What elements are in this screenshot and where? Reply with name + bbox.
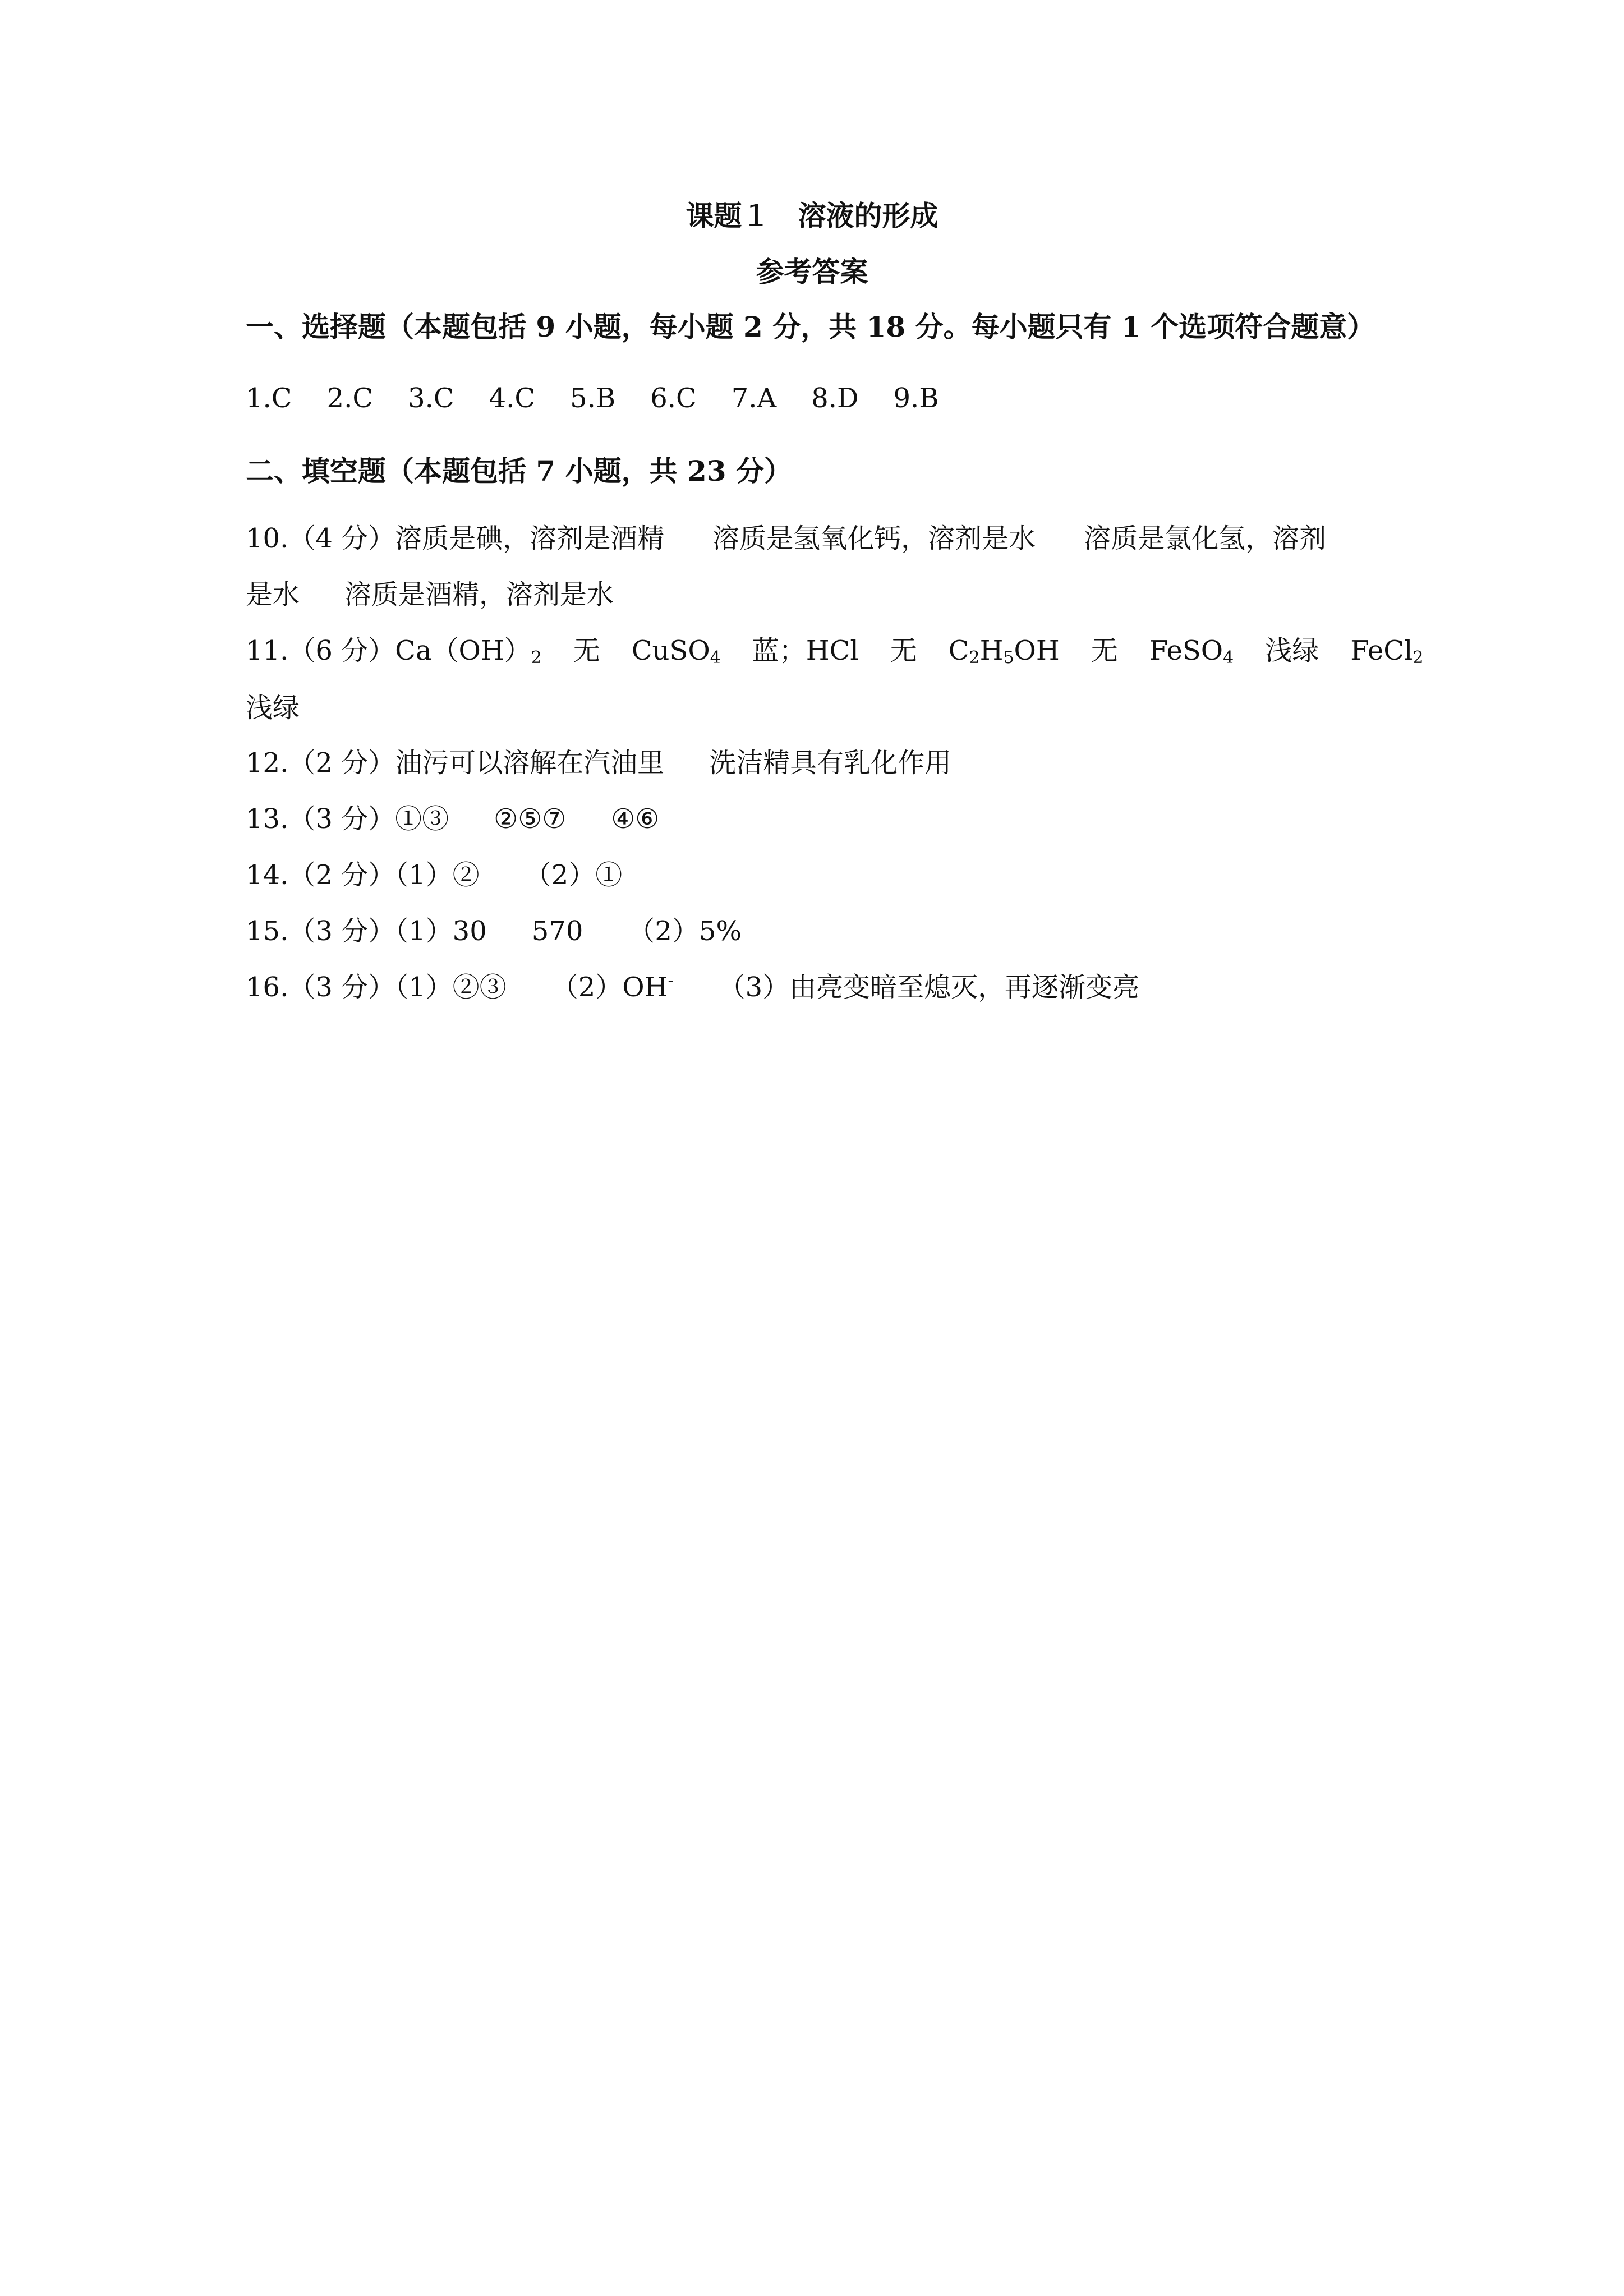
- question-label: 16.（3 分）: [246, 972, 395, 1003]
- answer-text: （3）由亮变暗至熄灭，再逐渐变亮: [718, 972, 1140, 1003]
- formula-hydrogen-chloride: HCl: [806, 635, 859, 666]
- answer-item: 1.C: [246, 383, 292, 414]
- answer-text: 溶质是氢氧化钙，溶剂是水: [712, 523, 1036, 554]
- formula-ferrous-sulfate: FeSO$_4$: [1149, 635, 1234, 668]
- formula-ethanol: $C_2H_5OH$: [948, 635, 1060, 668]
- color-answer: 无: [1091, 635, 1118, 666]
- answer-text: （1）30: [395, 915, 487, 947]
- formula-copper-sulfate: CuSO$_4$: [631, 635, 721, 668]
- question-label: 14.（2 分）: [246, 859, 395, 891]
- answer-item: 2.C: [326, 383, 374, 414]
- question-11-line-2: [246, 691, 300, 725]
- answer-item: 9.B: [893, 383, 939, 414]
- question-13: [246, 802, 659, 836]
- question-12: [246, 746, 951, 780]
- color-answer: 浅绿: [246, 692, 300, 724]
- answer-item: 4.C: [489, 383, 536, 414]
- answer-text: （1）②③: [395, 972, 507, 1003]
- answer-text: 洗洁精具有乳化作用: [709, 747, 952, 779]
- question-16: [246, 970, 1139, 1004]
- question-11-line-1: [246, 634, 1423, 668]
- question-label: 10.（4 分）: [246, 523, 395, 554]
- answer-item: 3.C: [408, 383, 454, 414]
- page-title: 课题１ 溶液的形成: [686, 199, 938, 232]
- formula-calcium-hydroxide: $Ca(OH)_2$: [395, 635, 542, 668]
- answer-text: 溶质是酒精，溶剂是水: [344, 579, 614, 610]
- answer-text: ②⑤⑦: [494, 803, 567, 835]
- answer-text: 570: [531, 915, 583, 947]
- answer-text: （2）5%: [628, 915, 742, 947]
- question-14: [246, 858, 622, 892]
- answer-item: 7.A: [731, 383, 777, 414]
- hydroxide-ion-answer: （2）OH-: [551, 971, 674, 1003]
- answer-item: 5.B: [570, 383, 616, 414]
- answer-text: 溶质是碘，溶剂是酒精: [395, 523, 665, 554]
- question-label: 12.（2 分）: [246, 747, 395, 779]
- question-10-line-1: [246, 522, 1326, 555]
- page-subtitle: 参考答案: [756, 255, 868, 288]
- section-1-answers: [246, 381, 939, 415]
- answer-text: 溶质是氯化氢，溶剂: [1084, 523, 1327, 554]
- question-label: 11.（6 分）: [246, 635, 395, 666]
- color-answer: 浅绿: [1265, 635, 1319, 666]
- section-2-heading: 二、填空题（本题包括 7 小题，共 23 分）: [246, 454, 792, 487]
- question-label: 13.（3 分）: [246, 803, 395, 835]
- answer-item: 6.C: [650, 383, 697, 414]
- question-15: [246, 914, 742, 948]
- color-answer: 无: [573, 635, 600, 666]
- answer-text: ④⑥: [611, 803, 660, 835]
- color-answer: 无: [890, 635, 917, 666]
- section-1-heading: 一、选择题（本题包括 9 小题，每小题 2 分，共 18 分。每小题只有 1 个选项符合题意）: [246, 310, 1375, 343]
- answer-text: 是水: [246, 579, 300, 610]
- answer-item: 8.D: [811, 383, 859, 414]
- question-10-line-2: [246, 578, 614, 611]
- color-answer: 蓝；: [752, 635, 806, 666]
- answer-text: （1）②: [395, 859, 480, 891]
- question-label: 15.（3 分）: [246, 915, 395, 947]
- formula-ferrous-chloride: FeCl$_2$: [1350, 635, 1424, 668]
- answer-text: 油污可以溶解在汽油里: [395, 747, 665, 779]
- answer-text: ①③: [395, 803, 449, 835]
- answer-text: （2）①: [524, 859, 623, 891]
